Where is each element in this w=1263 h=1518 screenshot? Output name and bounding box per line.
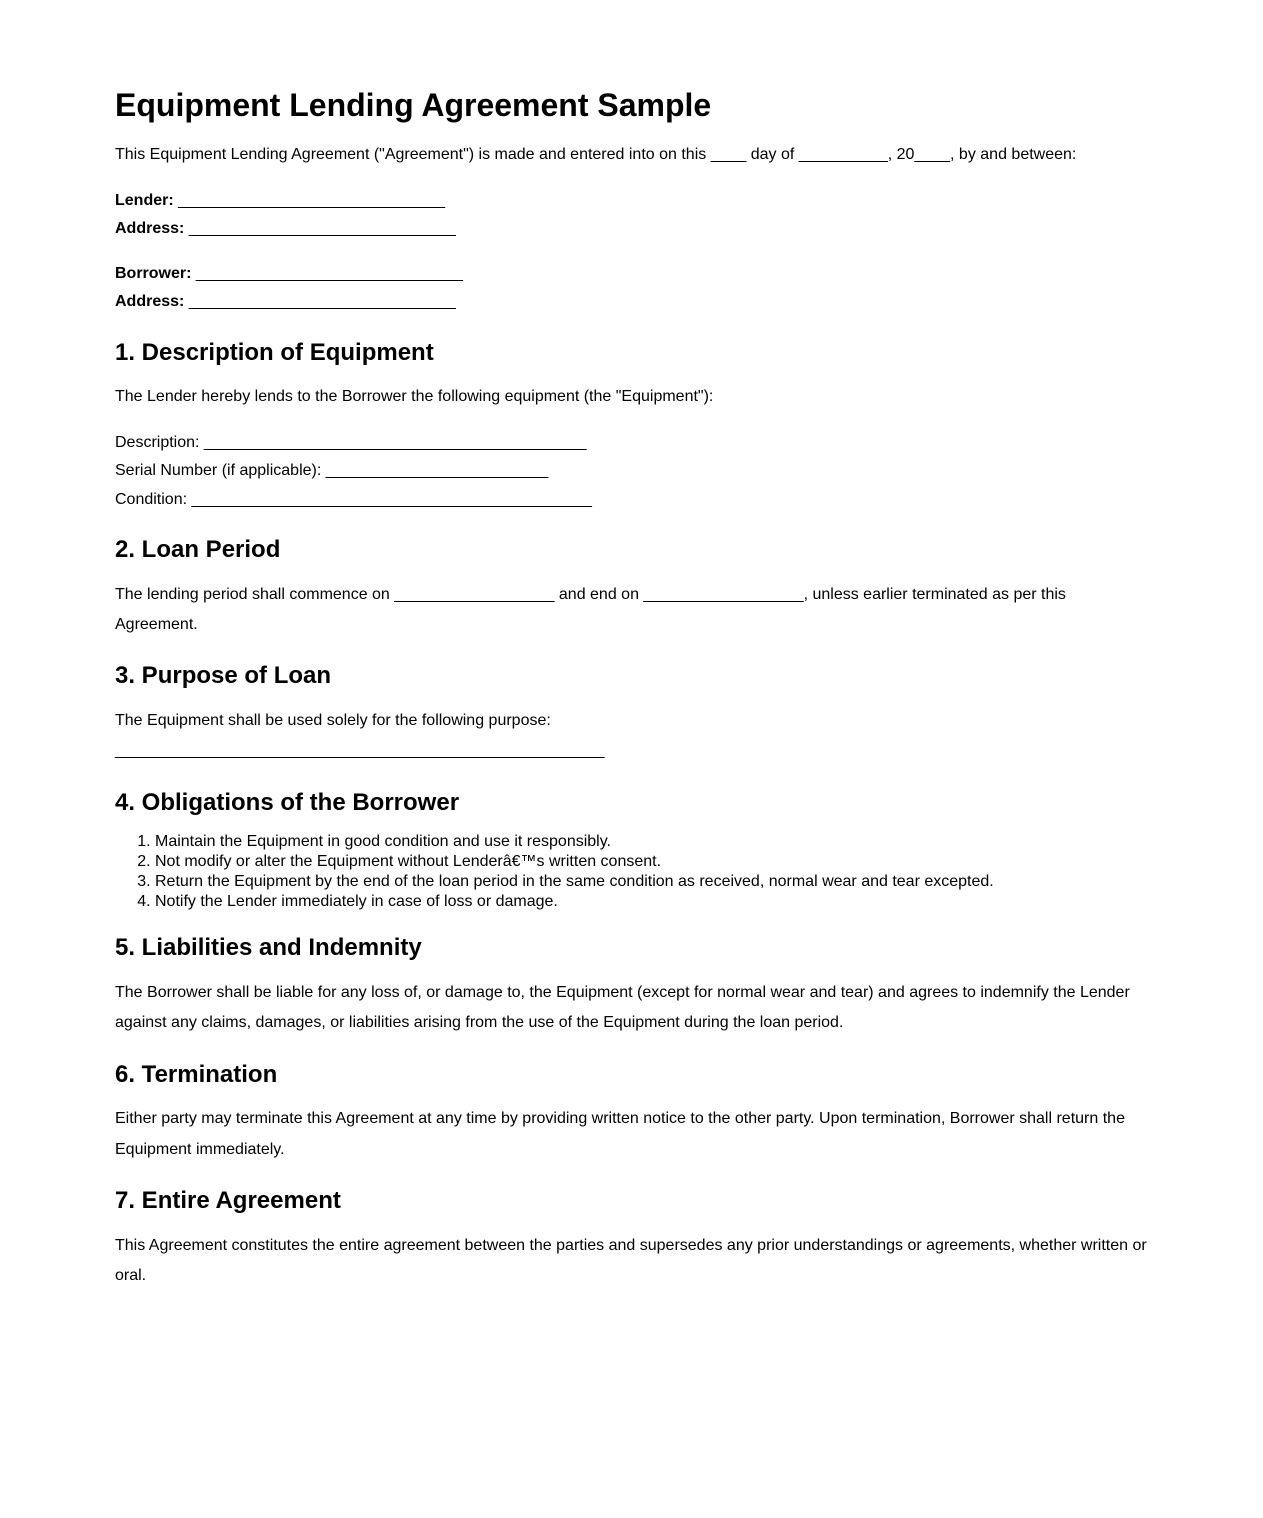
intro-paragraph: This Equipment Lending Agreement ("Agreement") is made and entered into on this ____ day of __________, 20____, by and between:	[115, 146, 1077, 164]
borrower-address-line	[115, 288, 1151, 316]
equipment-description-blank: ___________________________________________	[199, 433, 587, 451]
document-title: Equipment Lending Agreement Sample	[115, 87, 712, 123]
equipment-description-line	[115, 429, 1151, 457]
equipment-fields-block	[115, 429, 1151, 514]
equipment-serial-label: Serial Number (if applicable):	[115, 462, 322, 480]
borrower-blank: ______________________________	[191, 264, 463, 282]
loan-period-paragraph: The lending period shall commence on __________________ and end on __________________, unless earlier terminated as per this Agreement.	[115, 585, 1066, 634]
section-heading-termination: 6. Termination	[115, 1060, 278, 1088]
borrower-address-blank: ______________________________	[184, 293, 456, 311]
lender-blank: ______________________________	[173, 191, 446, 209]
borrower-label: Borrower:	[115, 264, 192, 282]
obligation-item: 3. Return the Equipment by the end of the loan period in the same condition as received, normal wear and tear excepted.	[155, 872, 1151, 892]
section-heading-entire-agreement: 7. Entire Agreement	[115, 1187, 341, 1215]
section-heading-obligations: 4. Obligations of the Borrower	[115, 788, 460, 816]
lender-address-label: Address:	[115, 220, 185, 238]
section-heading-loan-period: 2. Loan Period	[115, 536, 281, 564]
borrower-line	[115, 260, 1151, 288]
equipment-condition-label: Condition:	[115, 490, 188, 508]
equipment-serial-blank: _________________________	[321, 462, 549, 480]
purpose-blank-line: _______________________________________________________	[115, 742, 605, 760]
purpose-text: The Equipment shall be used solely for the following purpose:	[115, 712, 551, 730]
description-intro-paragraph: The Lender hereby lends to the Borrower the following equipment (the "Equipment"):	[115, 388, 714, 406]
borrower-block	[115, 260, 1151, 317]
borrower-address-label: Address:	[115, 293, 185, 311]
lender-address-blank: ______________________________	[184, 220, 456, 238]
termination-paragraph: Either party may terminate this Agreement at any time by providing written notice to the other party. Upon termination, Borrower shall return the Equipment immediately.	[115, 1110, 1125, 1158]
equipment-serial-line	[115, 457, 1151, 485]
section-heading-purpose: 3. Purpose of Loan	[115, 662, 332, 690]
obligation-item: 1. Maintain the Equipment in good condition and use it responsibly.	[155, 832, 1151, 852]
lender-line	[115, 187, 1151, 215]
obligation-item: 2. Not modify or alter the Equipment without Lenderâ€™s written consent.	[155, 852, 1151, 872]
equipment-condition-blank: _____________________________________________	[187, 490, 592, 508]
lender-address-line	[115, 215, 1151, 243]
lender-label: Lender:	[115, 191, 174, 209]
obligations-list	[115, 832, 1151, 912]
equipment-description-label: Description:	[115, 433, 200, 451]
section-heading-liabilities: 5. Liabilities and Indemnity	[115, 934, 422, 962]
section-heading-description: 1. Description of Equipment	[115, 338, 434, 366]
lender-block	[115, 187, 1151, 244]
obligation-item: 4. Notify the Lender immediately in case of loss or damage.	[155, 892, 1151, 912]
entire-agreement-paragraph: This Agreement constitutes the entire agreement between the parties and supersedes any prior understandings or agreements, whether written or oral.	[115, 1236, 1147, 1285]
purpose-paragraph	[115, 706, 1151, 767]
equipment-condition-line	[115, 486, 1151, 514]
liabilities-paragraph: The Borrower shall be liable for any loss of, or damage to, the Equipment (except for normal wear and tear) and agrees to indemnify the Lender against any claims, damages, or liabilities arising from the use of the Equipment during the loan period.	[115, 983, 1130, 1032]
